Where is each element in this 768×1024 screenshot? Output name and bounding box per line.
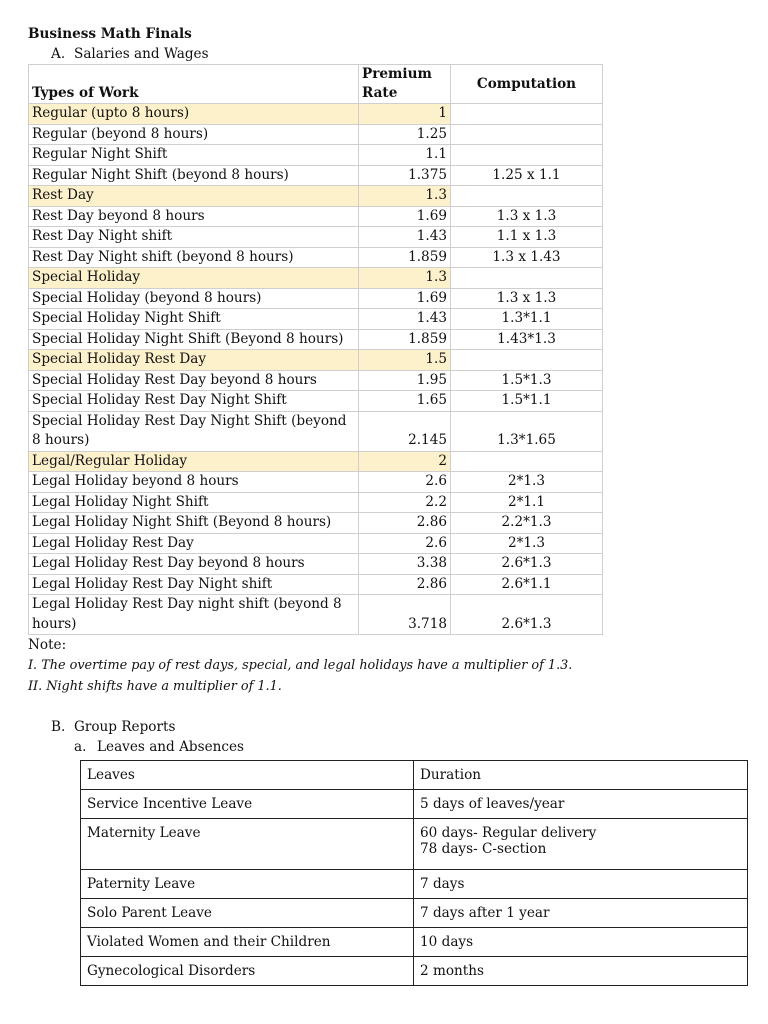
header-rate: Premium Rate <box>359 65 451 104</box>
wage-computation: 2.6*1.1 <box>451 574 603 595</box>
wage-computation: 2.6*1.3 <box>451 554 603 575</box>
wage-rate: 1.3 <box>359 186 451 207</box>
wage-row <box>29 309 603 330</box>
wage-row <box>29 124 603 145</box>
leave-duration-line: 2 months <box>420 963 484 979</box>
leave-duration-line: 78 days- C-section <box>420 841 547 857</box>
wage-row <box>29 595 603 635</box>
section-b-a-heading <box>28 737 748 757</box>
leaves-header-row <box>81 761 748 790</box>
wage-row <box>29 411 603 451</box>
wage-computation <box>451 350 603 371</box>
wage-type: Regular Night Shift (beyond 8 hours) <box>29 165 359 186</box>
section-a-heading <box>28 44 748 64</box>
wage-row <box>29 513 603 534</box>
wage-rate: 1.69 <box>359 288 451 309</box>
section-b-a-letter: a. <box>74 739 87 755</box>
wage-rate: 1.3 <box>359 268 451 289</box>
wage-type: Special Holiday Rest Day Night Shift <box>29 391 359 412</box>
wage-rate: 1.43 <box>359 309 451 330</box>
wage-row <box>29 391 603 412</box>
leave-duration <box>414 790 748 819</box>
wage-rate: 1 <box>359 104 451 125</box>
leave-type: Service Incentive Leave <box>81 790 414 819</box>
wage-type: Legal Holiday Rest Day <box>29 533 359 554</box>
wage-rate: 3.718 <box>359 595 451 635</box>
wage-row <box>29 350 603 371</box>
leave-row <box>81 957 748 986</box>
wage-row <box>29 247 603 268</box>
leave-duration-line: 10 days <box>420 934 474 950</box>
wage-computation <box>451 124 603 145</box>
document-page <box>28 24 748 757</box>
wage-row <box>29 554 603 575</box>
wage-rate: 1.43 <box>359 227 451 248</box>
wages-header-row <box>29 65 603 104</box>
wage-rate: 2.2 <box>359 492 451 513</box>
wage-row <box>29 268 603 289</box>
leave-type: Paternity Leave <box>81 870 414 899</box>
wage-row <box>29 288 603 309</box>
leave-row <box>81 790 748 819</box>
wage-computation: 1.5*1.3 <box>451 370 603 391</box>
wage-type: Legal Holiday Rest Day night shift (beyond 8 hours) <box>29 595 359 635</box>
leave-duration-line: 5 days of leaves/year <box>420 796 565 812</box>
wage-computation <box>451 104 603 125</box>
wage-type: Legal Holiday Night Shift <box>29 492 359 513</box>
wage-rate: 2 <box>359 451 451 472</box>
wage-rate: 2.6 <box>359 472 451 493</box>
wage-type: Rest Day beyond 8 hours <box>29 206 359 227</box>
section-b-heading <box>28 717 748 737</box>
section-a-letter: A. <box>51 46 66 62</box>
wage-computation: 1.5*1.1 <box>451 391 603 412</box>
leave-type: Maternity Leave <box>81 819 414 870</box>
wage-computation: 1.3*1.1 <box>451 309 603 330</box>
wage-type: Special Holiday Night Shift <box>29 309 359 330</box>
leave-duration <box>414 928 748 957</box>
wage-computation: 2*1.3 <box>451 472 603 493</box>
wage-type: Legal/Regular Holiday <box>29 451 359 472</box>
wage-row <box>29 574 603 595</box>
wage-computation: 1.3*1.65 <box>451 411 603 451</box>
wage-type: Special Holiday (beyond 8 hours) <box>29 288 359 309</box>
wage-row <box>29 451 603 472</box>
wage-row <box>29 533 603 554</box>
leave-type: Solo Parent Leave <box>81 899 414 928</box>
note-label: Note: <box>28 637 67 653</box>
wage-row <box>29 329 603 350</box>
leaves-table <box>80 760 748 986</box>
wage-computation: 2*1.3 <box>451 533 603 554</box>
wage-rate: 1.5 <box>359 350 451 371</box>
leave-duration <box>414 957 748 986</box>
wage-rate: 3.38 <box>359 554 451 575</box>
wage-type: Rest Day Night shift (beyond 8 hours) <box>29 247 359 268</box>
leave-type: Gynecological Disorders <box>81 957 414 986</box>
wage-computation: 1.43*1.3 <box>451 329 603 350</box>
wage-row <box>29 206 603 227</box>
wage-computation: 2*1.1 <box>451 492 603 513</box>
wage-computation: 2.6*1.3 <box>451 595 603 635</box>
wage-type: Regular (upto 8 hours) <box>29 104 359 125</box>
note-line-2: II. Night shifts have a multiplier of 1.1. <box>28 679 282 694</box>
leave-row <box>81 928 748 957</box>
wage-computation <box>451 145 603 166</box>
wage-rate: 1.859 <box>359 247 451 268</box>
wage-type: Special Holiday Rest Day beyond 8 hours <box>29 370 359 391</box>
wage-rate: 1.375 <box>359 165 451 186</box>
wage-rate: 1.65 <box>359 391 451 412</box>
section-b-a-label: Leaves and Absences <box>97 739 245 755</box>
wage-rate: 2.6 <box>359 533 451 554</box>
wage-type: Legal Holiday beyond 8 hours <box>29 472 359 493</box>
wage-type: Regular (beyond 8 hours) <box>29 124 359 145</box>
wage-type: Special Holiday Rest Day <box>29 350 359 371</box>
wage-computation: 1.3 x 1.3 <box>451 288 603 309</box>
wage-row <box>29 186 603 207</box>
wage-computation: 1.3 x 1.43 <box>451 247 603 268</box>
wage-rate: 1.25 <box>359 124 451 145</box>
wage-type: Legal Holiday Rest Day Night shift <box>29 574 359 595</box>
wage-row <box>29 145 603 166</box>
leave-duration <box>414 819 748 870</box>
note-line-1: I. The overtime pay of rest days, special, and legal holidays have a multiplier of 1.3. <box>28 658 573 673</box>
leave-type: Violated Women and their Children <box>81 928 414 957</box>
wage-row <box>29 370 603 391</box>
wage-type: Rest Day <box>29 186 359 207</box>
document-title: Business Math Finals <box>28 26 192 42</box>
wage-rate: 1.95 <box>359 370 451 391</box>
leave-row <box>81 899 748 928</box>
leave-duration-line: 7 days <box>420 876 465 892</box>
section-a-label: Salaries and Wages <box>74 46 209 62</box>
leave-duration <box>414 899 748 928</box>
wage-rate: 1.69 <box>359 206 451 227</box>
wage-row <box>29 104 603 125</box>
wage-type: Special Holiday Night Shift (Beyond 8 hours) <box>29 329 359 350</box>
wage-row <box>29 492 603 513</box>
header-type: Types of Work <box>29 65 359 104</box>
wage-type: Regular Night Shift <box>29 145 359 166</box>
wage-computation <box>451 451 603 472</box>
wage-rate: 1.859 <box>359 329 451 350</box>
section-b-label: Group Reports <box>74 719 176 735</box>
wage-computation: 1.1 x 1.3 <box>451 227 603 248</box>
wage-rate: 1.1 <box>359 145 451 166</box>
header-leaves: Leaves <box>81 761 414 790</box>
leave-duration-line: 60 days- Regular delivery <box>420 825 597 841</box>
wage-type: Legal Holiday Night Shift (Beyond 8 hours) <box>29 513 359 534</box>
wages-table <box>28 64 603 635</box>
leave-row <box>81 870 748 899</box>
wage-type: Legal Holiday Rest Day beyond 8 hours <box>29 554 359 575</box>
header-computation: Computation <box>451 65 603 104</box>
wage-row <box>29 165 603 186</box>
section-b-letter: B. <box>51 719 66 735</box>
wage-computation <box>451 268 603 289</box>
wage-rate: 2.86 <box>359 574 451 595</box>
wage-computation <box>451 186 603 207</box>
wage-type: Special Holiday <box>29 268 359 289</box>
wage-row <box>29 472 603 493</box>
wage-rate: 2.145 <box>359 411 451 451</box>
leave-duration-line: 7 days after 1 year <box>420 905 550 921</box>
wage-computation: 1.3 x 1.3 <box>451 206 603 227</box>
wage-row <box>29 227 603 248</box>
leave-row <box>81 819 748 870</box>
notes <box>28 635 748 697</box>
wage-rate: 2.86 <box>359 513 451 534</box>
header-duration: Duration <box>414 761 748 790</box>
wage-computation: 1.25 x 1.1 <box>451 165 603 186</box>
wage-type: Special Holiday Rest Day Night Shift (beyond 8 hours) <box>29 411 359 451</box>
wage-computation: 2.2*1.3 <box>451 513 603 534</box>
leave-duration <box>414 870 748 899</box>
wage-type: Rest Day Night shift <box>29 227 359 248</box>
